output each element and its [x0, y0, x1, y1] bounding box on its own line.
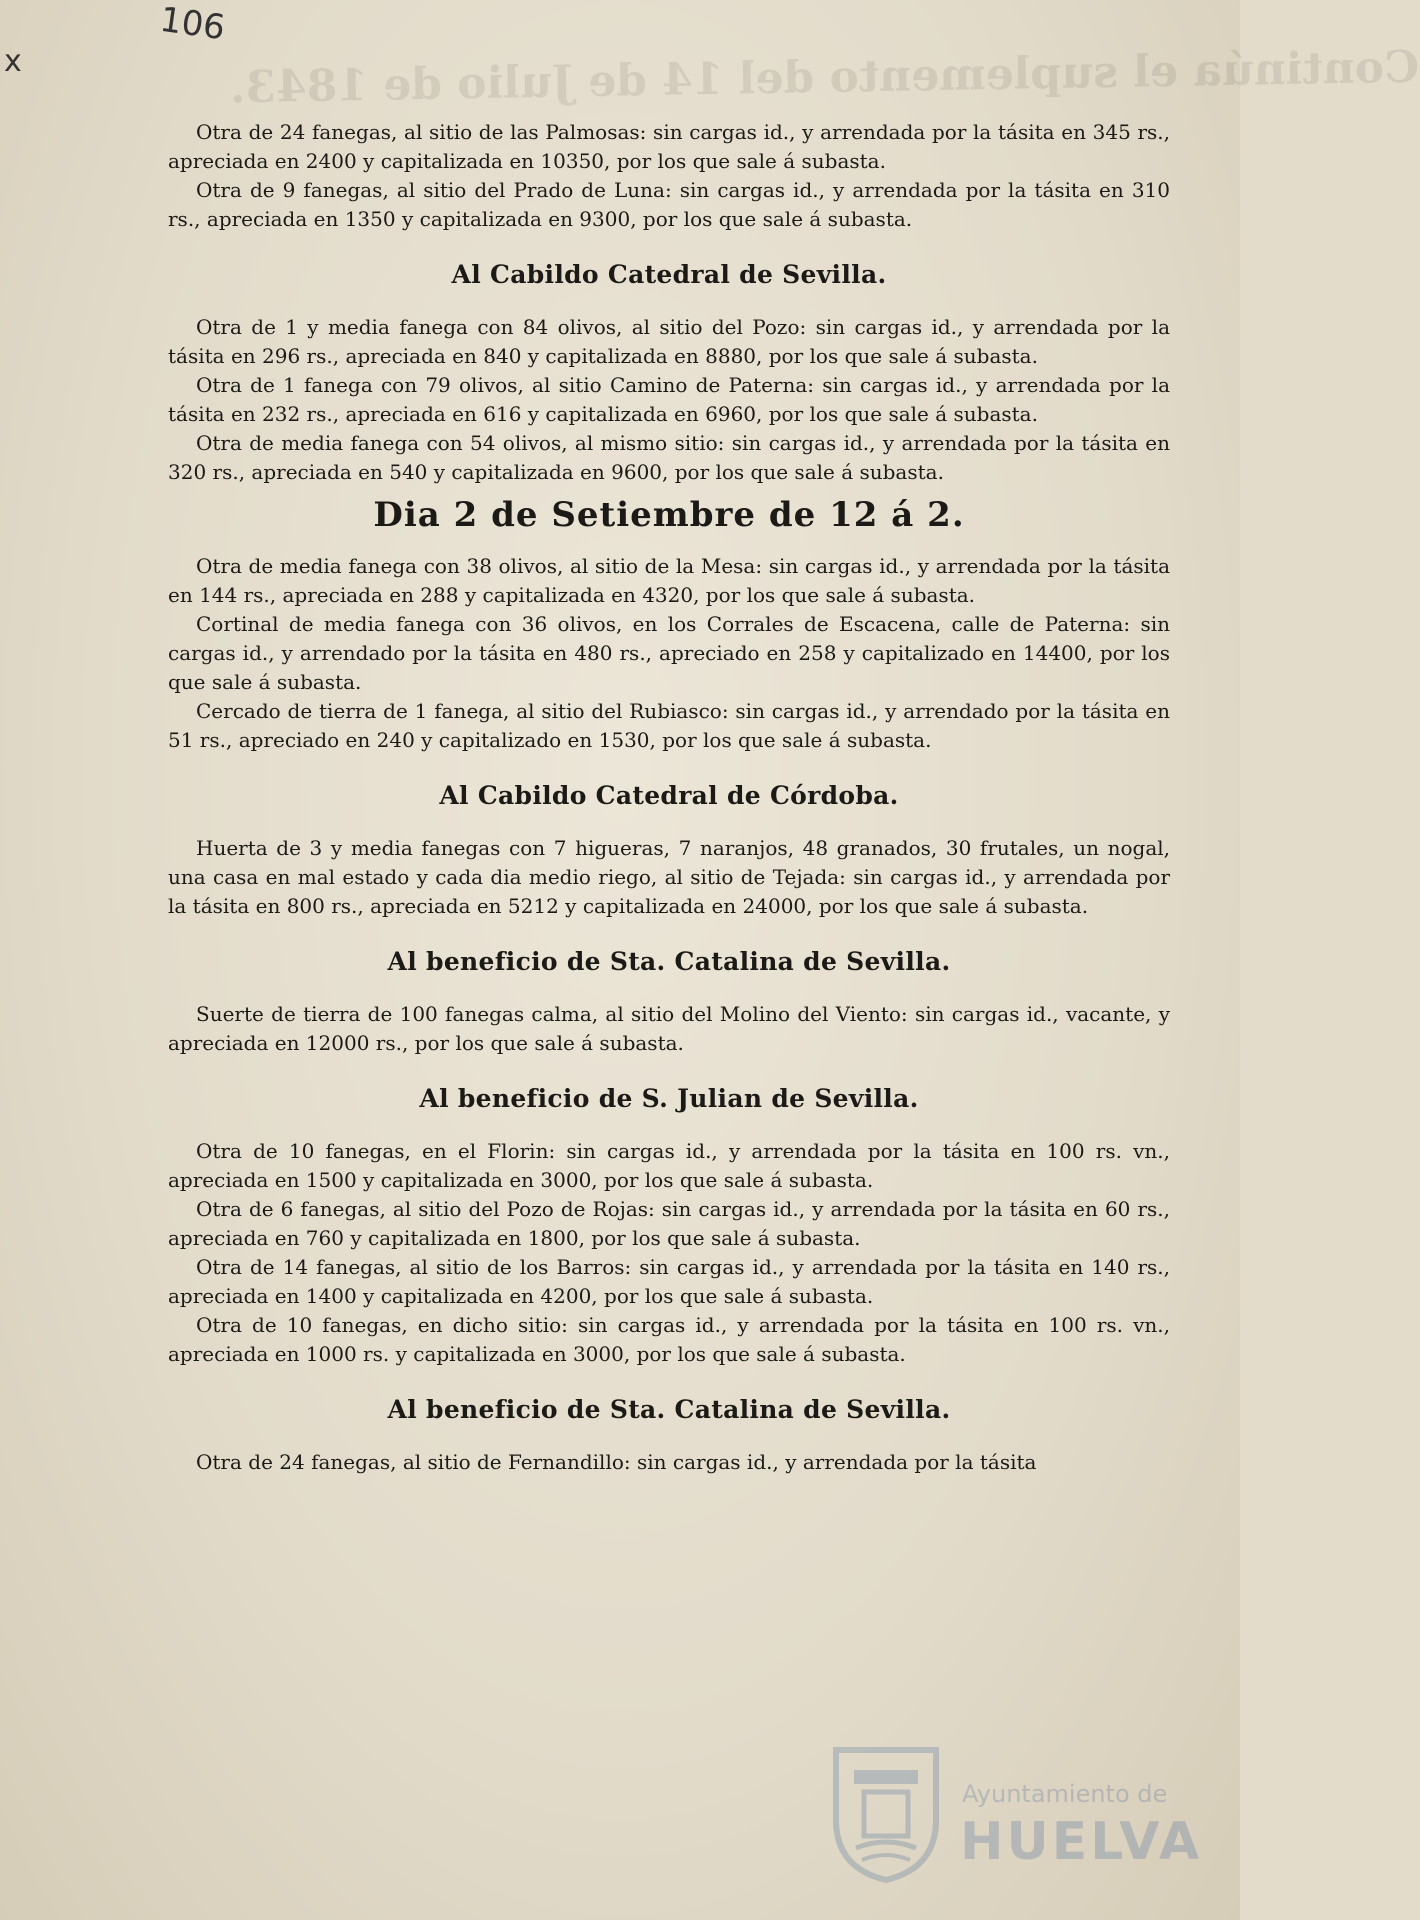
watermark-line1: Ayuntamiento de	[962, 1780, 1168, 1808]
entry: Suerte de tierra de 100 fanegas calma, al sitio del Molino del Viento: sin cargas id., vacante, y apreciada en 12000 rs., por los que sale á subasta.	[168, 1002, 1170, 1055]
entry: Otra de 9 fanegas, al sitio del Prado de Luna: sin cargas id., y arrendada por la tásita en 310 rs., apreciada en 1350 y capitalizada en 9300, por los que sale á subasta.	[168, 178, 1170, 231]
margin-x-mark: x	[4, 44, 22, 79]
huelva-shield-icon	[826, 1740, 946, 1884]
entry: Otra de media fanega con 54 olivos, al mismo sitio: sin cargas id., y arrendada por la tásita en 320 rs., apreciada en 540 y capitalizada en 9600, por los que sale á subasta.	[168, 431, 1170, 484]
section-sta-catalina-1	[168, 947, 1170, 1058]
entry: Otra de media fanega con 38 olivos, al sitio de la Mesa: sin cargas id., y arrendada por la tásita en 144 rs., apreciada en 288 y capitalizada en 4320, por los que sale á subasta.	[168, 554, 1170, 607]
entry: Huerta de 3 y media fanegas con 7 higueras, 7 naranjos, 48 granados, 30 frutales, un nogal, una casa en mal estado y cada dia medio riego, al sitio de Tejada: sin cargas id., y arrendada por la tásita en 800 rs., apreciada en 5212 y capitalizada en 24000, por los que sale á subasta.	[168, 836, 1170, 918]
section-cabildo-sevilla	[168, 260, 1170, 487]
entry: Otra de 14 fanegas, al sitio de los Barros: sin cargas id., y arrendada por la tásita en 140 rs., apreciada en 1400 y capitalizada en 4200, por los que sale á subasta.	[168, 1255, 1170, 1308]
section-heading: Al Cabildo Catedral de Córdoba.	[439, 781, 899, 810]
entry: Otra de 6 fanegas, al sitio del Pozo de Rojas: sin cargas id., y arrendada por la tásita en 60 rs., apreciada en 760 y capitalizada en 1800, por los que sale á subasta.	[168, 1197, 1170, 1250]
section-s-julian	[168, 1084, 1170, 1369]
bleed-through-text: Continúa el suplemento del 14 de Julio de 1843.	[229, 41, 1420, 114]
archive-watermark	[822, 1736, 1203, 1886]
entry: Otra de 1 y media fanega con 84 olivos, al sitio del Pozo: sin cargas id., y arrendada por la tásita en 296 rs., apreciada en 840 y capitalizada en 8880, por los que sale á subasta.	[168, 315, 1170, 368]
handwritten-page-number: 106	[157, 0, 228, 49]
entry: Otra de 1 fanega con 79 olivos, al sitio Camino de Paterna: sin cargas id., y arrendada por la tásita en 232 rs., apreciada en 616 y capitalizada en 6960, por los que sale á subasta.	[168, 373, 1170, 426]
day-heading: Dia 2 de Setiembre de 12 á 2.	[373, 495, 965, 535]
document-body	[168, 118, 1170, 1477]
entry: Cortinal de media fanega con 36 olivos, en los Corrales de Escacena, calle de Paterna: sin cargas id., y arrendado por la tásita en 480 rs., apreciado en 258 y capitalizado en 14400, por los que sale á subasta.	[168, 612, 1170, 694]
section-sta-catalina-2	[168, 1395, 1170, 1477]
section-heading: Al beneficio de Sta. Catalina de Sevilla.	[387, 1395, 951, 1424]
section-heading: Al beneficio de S. Julian de Sevilla.	[419, 1084, 919, 1113]
section-continuation	[168, 118, 1170, 234]
watermark-line2: HUELVA	[960, 1812, 1203, 1872]
section-heading: Al Cabildo Catedral de Sevilla.	[451, 260, 887, 289]
entry: Otra de 10 fanegas, en el Florin: sin cargas id., y arrendada por la tásita en 100 rs. vn., apreciada en 1500 y capitalizada en 3000, por los que sale á subasta.	[168, 1139, 1170, 1192]
section-dia-2-setiembre	[168, 495, 1170, 755]
entry: Cercado de tierra de 1 fanega, al sitio del Rubiasco: sin cargas id., y arrendado por la tásita en 51 rs., apreciado en 240 y capitalizado en 1530, por los que sale á subasta.	[168, 699, 1170, 752]
section-heading: Al beneficio de Sta. Catalina de Sevilla.	[387, 947, 951, 976]
entry: Otra de 10 fanegas, en dicho sitio: sin cargas id., y arrendada por la tásita en 100 rs. vn., apreciada en 1000 rs. y capitalizada en 3000, por los que sale á subasta.	[168, 1313, 1170, 1366]
entry: Otra de 24 fanegas, al sitio de Fernandillo: sin cargas id., y arrendada por la tásita	[196, 1450, 1037, 1474]
section-cabildo-cordoba	[168, 781, 1170, 921]
entry: Otra de 24 fanegas, al sitio de las Palmosas: sin cargas id., y arrendada por la tásita en 345 rs., apreciada en 2400 y capitalizada en 10350, por los que sale á subasta.	[168, 120, 1170, 173]
